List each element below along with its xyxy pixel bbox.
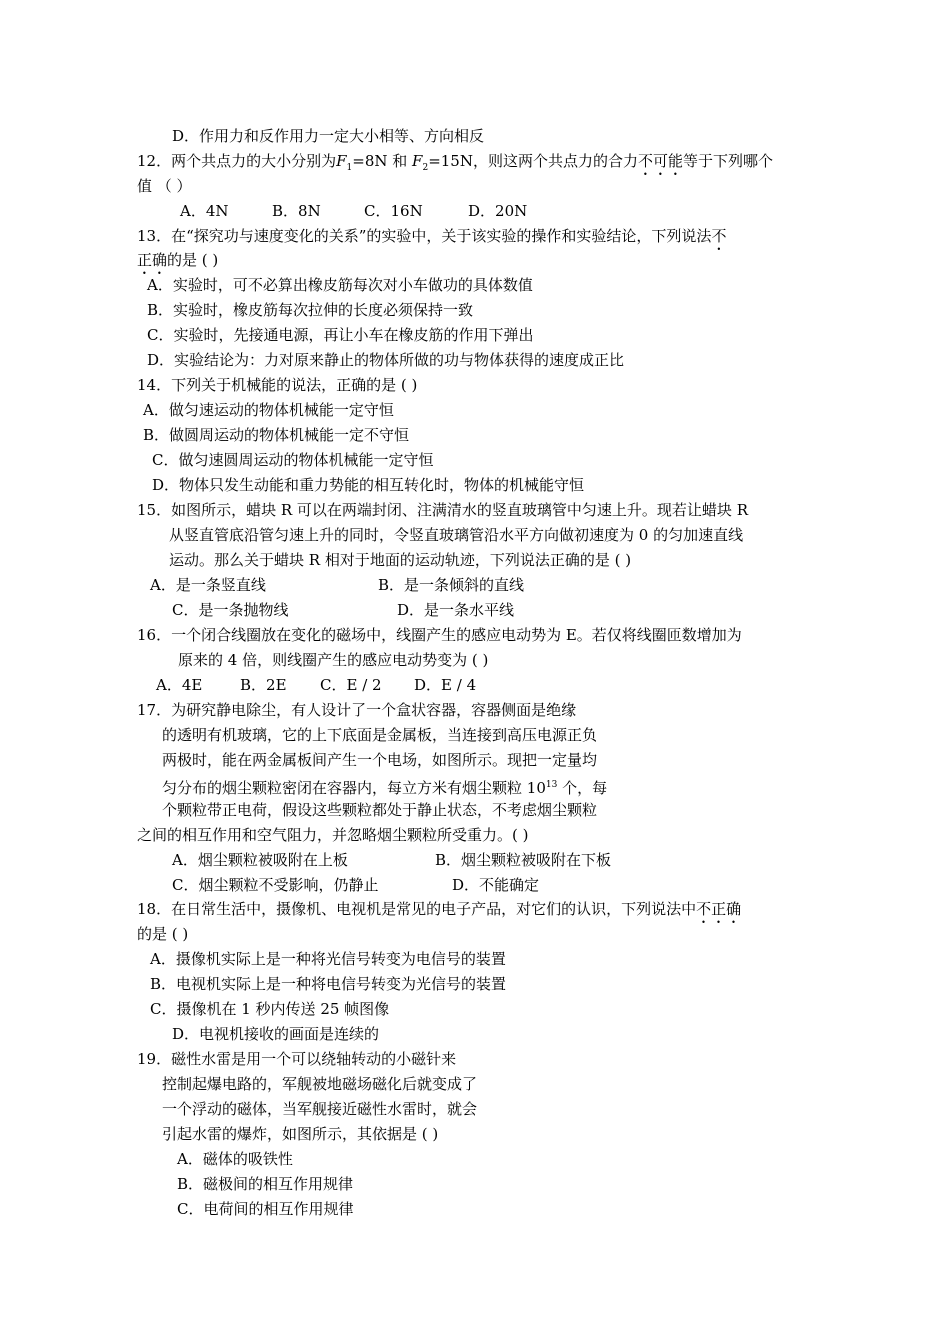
q19-option-c: C．电荷间的相互作用规律 [177,1200,354,1218]
q18-stem: 18．在日常生活中，摄像机、电视机是常见的电子产品，对它们的认识，下列说法中不正确 [137,900,742,918]
q16-stem-line2: 原来的 4 倍，则线圈产生的感应电动势变为 ( ) [178,651,489,669]
q17-stem-line5: 个颗粒带正电荷，假设这些颗粒都处于静止状态，不考虑烟尘颗粒 [162,801,598,819]
q12-option-d: D．20N [468,202,528,220]
q13-option-a: A．实验时，可不必算出橡皮筋每次对小车做功的具体数值 [147,276,533,294]
q17-option-a: A．烟尘颗粒被吸附在上板 [172,851,348,869]
q19-stem-line3: 一个浮动的磁体，当军舰接近磁性水雷时，就会 [162,1100,478,1118]
q15-stem-line1: 15．如图所示，蜡块 R 可以在两端封闭、注满清水的竖直玻璃管中匀速上升。现若让蜡块 R [137,501,748,519]
q18-option-c: C．摄像机在 1 秒内传送 25 帧图像 [150,1000,390,1018]
q19-stem-line2: 控制起爆电路的，军舰被地磁场磁化后就变成了 [162,1075,478,1093]
q12-option-b: B．8N [272,202,321,220]
q11-option-d: D．作用力和反作用力一定大小相等、方向相反 [172,127,485,145]
q15-stem-line3: 运动。那么关于蜡块 R 相对于地面的运动轨迹，下列说法正确的是 ( ) [169,551,632,569]
q16-stem-line1: 16．一个闭合线圈放在变化的磁场中，线圈产生的感应电动势为 E。若仅将线圈匝数增加为 [137,626,742,644]
q16-option-b: B．2E [240,676,287,694]
q14-stem: 14．下列关于机械能的说法，正确的是 ( ) [137,376,418,394]
q19-option-a: A．磁体的吸铁性 [177,1150,293,1168]
q18-option-b: B．电视机实际上是一种将电信号转变为光信号的装置 [150,975,507,993]
q17-option-d: D．不能确定 [452,876,540,894]
q17-stem-line6: 之间的相互作用和空气阻力，并忽略烟尘颗粒所受重力。( ) [137,826,529,844]
q17-stem-line1: 17．为研究静电除尘，有人设计了一个盒状容器，容器侧面是绝缘 [137,701,577,719]
q19-stem-line4: 引起水雷的爆炸，如图所示，其依据是 ( ) [162,1125,439,1143]
q16-option-d: D．E / 4 [414,676,477,694]
q19-option-b: B．磁极间的相互作用规律 [177,1175,354,1193]
q15-option-b: B．是一条倾斜的直线 [378,576,525,594]
q18-emphasis: 不正确 [696,900,742,918]
q17-stem-line2: 的透明有机玻璃，它的上下底面是金属板，当连接到高压电源正负 [162,726,598,744]
q12-option-a: A．4N [180,202,229,220]
q15-option-a: A．是一条竖直线 [150,576,266,594]
q18-option-d: D．电视机接收的画面是连续的 [172,1025,380,1043]
q12-options [180,201,527,221]
q12-stem: 12．两个共点力的大小分别为$F_1=8N$ 和 $F_2=15N$，则这两个共点力的合力不可能等于下列哪个 [137,152,774,173]
q13-option-d: D．实验结论为：力对原来静止的物体所做的功与物体获得的速度成正比 [147,351,625,369]
q15-option-d: D．是一条水平线 [397,601,515,619]
q14-option-d: D．物体只发生动能和重力势能的相互转化时，物体的机械能守恒 [152,476,585,494]
q13-stem-cont: 正确的是 ( ) [137,251,219,269]
q12-emphasis: 不可能 [637,152,683,170]
q16-options [156,675,476,695]
q18-stem-cont: 的是 ( ) [137,925,189,943]
q12-stem-cont: 值 （ ） [137,177,192,195]
q12-option-c: C．16N [364,202,423,220]
q17-option-c: C．烟尘颗粒不受影响，仍静止 [172,876,379,894]
q13-option-b: B．实验时，橡皮筋每次拉伸的长度必须保持一致 [147,301,474,319]
q13-stem: 13．在“探究功与速度变化的关系”的实验中，关于该实验的操作和实验结论，下列说法不 [137,227,727,245]
q15-stem-line2: 从竖直管底沿管匀速上升的同时，令竖直玻璃管沿水平方向做初速度为 0 的匀加速直线 [169,526,744,544]
q16-option-c: C．E / 2 [320,676,382,694]
q13-option-c: C．实验时，先接通电源，再让小车在橡皮筋的作用下弹出 [147,326,534,344]
q17-stem-line3: 两极时，能在两金属板间产生一个电场，如图所示。现把一定量均 [162,751,598,769]
q18-option-a: A．摄像机实际上是一种将光信号转变为电信号的装置 [150,950,506,968]
q14-option-c: C．做匀速圆周运动的物体机械能一定守恒 [152,451,434,469]
q17-stem-line4: 匀分布的烟尘颗粒密闭在容器内，每立方米有烟尘颗粒 $10^{13}$ 个，每 [162,779,608,797]
q15-option-c: C．是一条抛物线 [172,601,289,619]
q14-option-a: A．做匀速运动的物体机械能一定守恒 [143,401,394,419]
q19-stem-line1: 19．磁性水雷是用一个可以绕轴转动的小磁针来 [137,1050,457,1068]
q14-option-b: B．做圆周运动的物体机械能一定不守恒 [143,426,410,444]
q16-option-a: A．4E [156,676,203,694]
q17-option-b: B．烟尘颗粒被吸附在下板 [435,851,612,869]
